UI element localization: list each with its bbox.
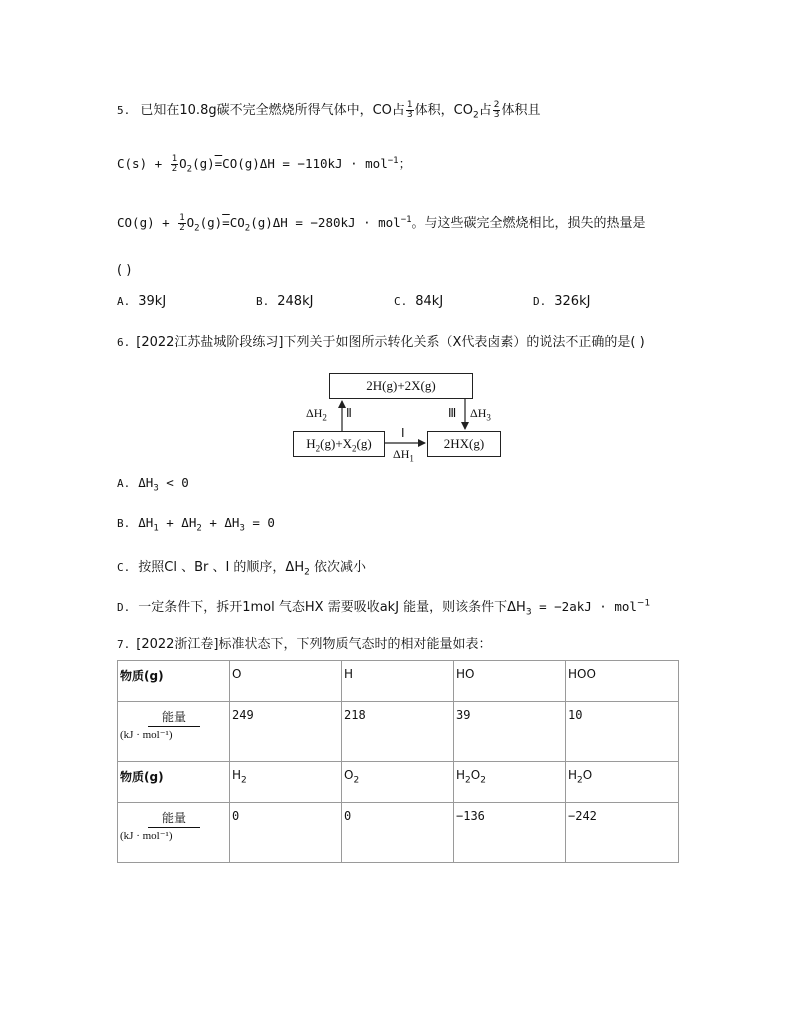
q5-equation-1 [117,152,411,179]
subscript: 3 [239,523,245,534]
option-key: C. [394,295,408,308]
option-text-part: ΔH [138,515,154,530]
q5-stem-part: 已知在10.8g碳不完全燃烧所得气体中，CO占 [140,103,405,118]
superscript: −1 [400,215,412,225]
formula-text: O [470,768,481,782]
table-cell: HOO [566,661,679,702]
fraction-one-third [406,101,414,120]
option-text-part: + ΔH [201,515,240,530]
energy-label [120,809,227,842]
energy-label-top: 能量 [148,809,200,828]
q6-number: 6. [117,336,131,349]
subscript: 2 [352,443,357,454]
option-key: D. [117,601,131,614]
energy-label-unit: (kJ · mol⁻¹) [120,830,173,842]
option-text-part: + ΔH [158,515,197,530]
superscript: −1 [636,598,651,609]
energy-table [117,660,679,863]
label-delta-h1 [393,447,414,463]
subscript: 1 [153,523,159,534]
option-text-part: ΔH [138,475,154,490]
option-key: B. [256,295,270,308]
energy-label-top: 能量 [148,708,200,727]
table-cell: 218 [342,702,454,762]
fraction-one-half [178,214,185,233]
q6-option-a[interactable] [117,475,189,494]
q5-stem-part: 体积且 [501,103,541,118]
option-text-part: = −2akJ · mol [531,599,637,614]
table-cell: HO [454,661,566,702]
q5-number: 5. [117,104,131,117]
q7-number: 7. [117,638,131,651]
subscript: 3 [525,607,532,618]
label-text: ΔH [306,406,323,420]
q5-answer-blank: ( ) [117,263,132,278]
formula-text: H [232,768,242,782]
formula-text: H [456,768,466,782]
q5-stem-part: 体积，CO [414,103,473,118]
label-roman-ii: Ⅱ [346,406,352,420]
q5-option-d[interactable] [533,294,590,309]
q5-stem-part: 占 [478,103,492,118]
subscript: 1 [409,453,414,464]
equation-part: CO [229,215,245,231]
box-text: H [306,436,316,451]
option-text: 248kJ [277,294,314,309]
subscript: 2 [480,775,486,786]
equals-sign: = [214,156,223,172]
option-text: 326kJ [554,294,591,309]
q6-stem-text: [2022江苏盐城阶段练习]下列关于如图所示转化关系（X代表卤素）的说法不正确的是( ) [136,335,645,350]
table-cell: 10 [566,702,679,762]
table-cell: −136 [454,803,566,863]
subscript: 2 [353,775,360,786]
label-delta-h2 [306,406,327,422]
option-text [138,475,189,494]
equation-part: O [179,156,187,172]
subscript: 2 [322,412,327,423]
option-text: 84kJ [415,294,444,309]
table-row [118,803,679,863]
table-cell: 0 [342,803,454,863]
label-roman-iii: Ⅲ [448,406,457,420]
q6-conversion-diagram [292,371,504,467]
fraction-two-thirds [493,101,501,120]
equation-part: CO(g)ΔH = −110kJ · mol [222,156,388,172]
energy-unit-label [118,702,230,762]
diagram-top-box: 2H(g)+2X(g) [329,373,473,399]
option-key: C. [117,561,131,574]
fraction-numerator: 1 [179,213,185,224]
subscript: 2 [241,775,247,786]
fraction-numerator: 2 [493,100,500,110]
option-text-part: = 0 [244,515,275,530]
table-header-cell: 物质(g) [118,661,230,702]
table-cell: 249 [230,702,342,762]
table-header-cell: 物质(g) [118,762,230,803]
subscript: 2 [465,775,471,786]
equation-part: CO(g) + [117,215,178,231]
q7-stem [117,636,491,654]
q7-stem-text: [2022浙江卷]标准状态下，下列物质气态时的相对能量如表： [136,637,492,652]
table-cell: H [342,661,454,702]
label-roman-i: Ⅰ [401,426,405,440]
table-row [118,702,679,762]
diagram-right-box: 2HX(g) [427,431,501,457]
equation-part: (g) [199,215,223,231]
q5-equation-2 [117,211,646,238]
subscript: 2 [196,523,202,534]
subscript: 2 [304,567,310,578]
table-cell [454,762,566,803]
option-text-part: 按照Cl 、Br 、I 的顺序，ΔH [138,560,305,575]
q5-question-tail: 。与这些碳完全燃烧相比，损失的热量是 [411,216,646,232]
fraction-denominator: 3 [406,110,413,120]
q5-option-c[interactable] [394,294,443,309]
option-text-part: 依次减小 [309,560,366,575]
subscript: 3 [486,412,491,423]
equation-part: ； [398,156,412,172]
option-key: B. [117,517,131,530]
formula-text: H [568,768,578,782]
fraction-denominator: 3 [493,110,500,120]
subscript: 2 [315,443,321,454]
table-cell: O [230,661,342,702]
fraction-one-half [171,155,178,174]
subscript: 2 [472,110,479,121]
q5-option-b[interactable] [256,294,313,309]
formula-text: O [344,768,354,782]
energy-label [120,708,227,741]
box-text: (g) [356,436,372,451]
energy-label-unit: (kJ · mol⁻¹) [120,729,173,741]
table-cell: 39 [454,702,566,762]
label-delta-h3 [470,406,491,422]
equation-part: O [186,215,195,231]
option-text-part: 一定条件下，拆开1mol 气态HX 需要吸收akJ 能量，则该条件下ΔH [138,600,526,615]
subscript: 2 [194,223,200,234]
table-row [118,762,679,803]
fraction-numerator: 1 [406,100,413,110]
equals-sign: = [222,215,230,231]
fraction-denominator: 2 [171,164,178,175]
formula-text: O [582,768,593,782]
table-cell: −242 [566,803,679,863]
table-cell: 0 [230,803,342,863]
equation-part: C(s) + [117,156,170,172]
table-cell [342,762,454,803]
subscript: 2 [244,223,251,234]
subscript: 2 [577,775,583,786]
q5-option-a[interactable] [117,294,166,309]
table-cell [230,762,342,803]
q6-option-d[interactable] [117,596,650,618]
superscript: −1 [387,156,399,166]
option-key: D. [533,295,547,308]
table-cell [566,762,679,803]
fraction-numerator: 1 [171,154,178,165]
q5-stem [117,101,540,125]
option-text-part: < 0 [158,475,189,490]
equation-part: (g) [192,156,215,172]
fraction-denominator: 2 [179,223,185,234]
option-text [138,515,275,534]
subscript: 3 [153,483,159,494]
option-key: A. [117,477,131,490]
energy-unit-label [118,803,230,863]
box-text: (g)+X [320,436,353,451]
q6-stem [117,334,645,352]
q6-option-b[interactable] [117,515,275,534]
table-row [118,661,679,702]
subscript: 2 [186,164,193,175]
option-key: A. [117,295,131,308]
option-text: 39kJ [138,294,167,309]
label-text: ΔH [470,406,487,420]
equation-part: (g)ΔH = −280kJ · mol [250,215,401,231]
label-text: ΔH [393,447,410,461]
q6-option-c[interactable] [117,556,366,578]
